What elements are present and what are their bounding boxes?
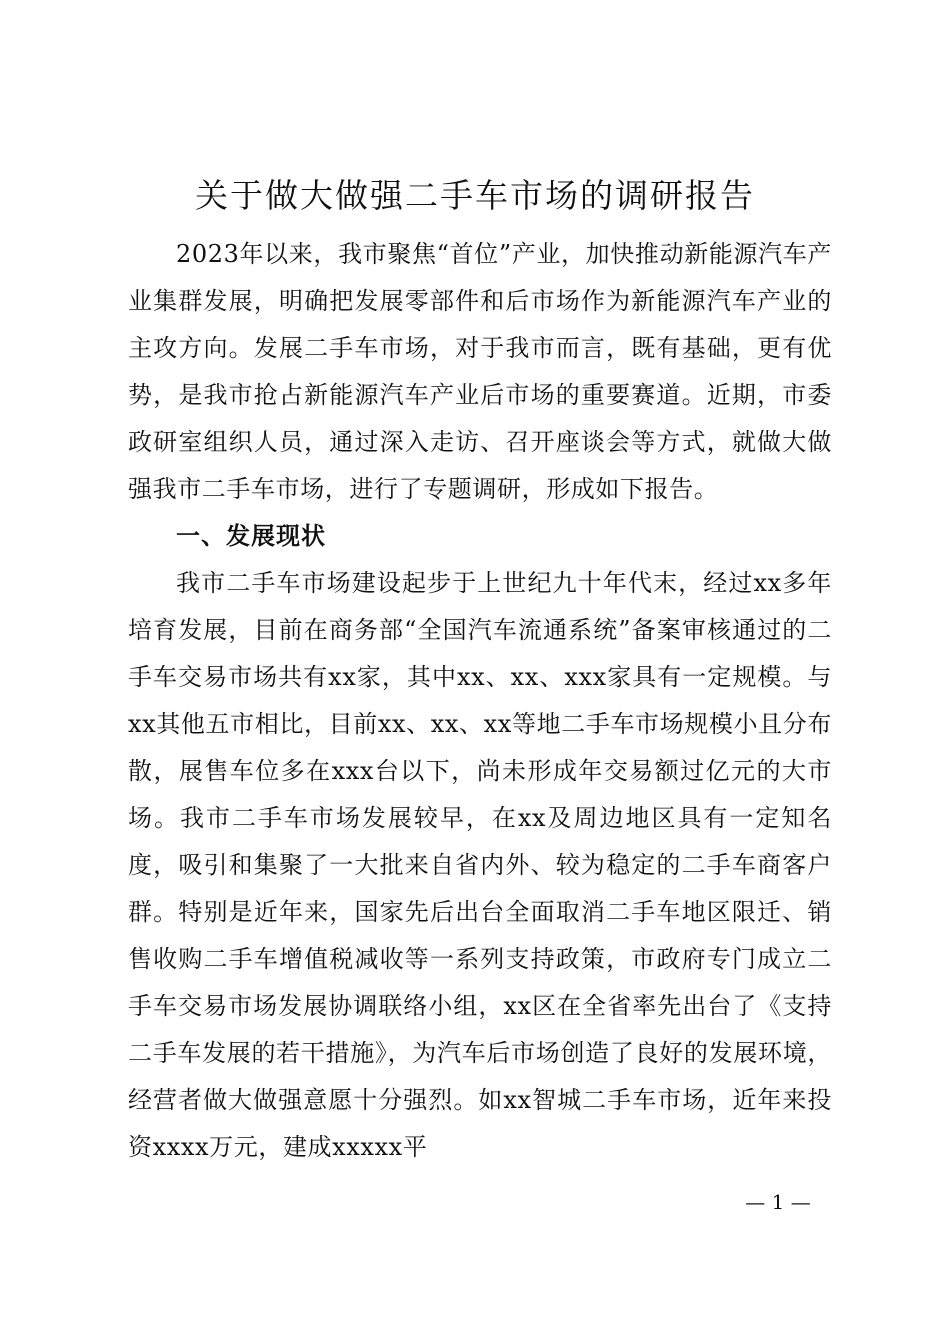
intro-paragraph: 2023年以来，我市聚焦“首位”产业，加快推动新能源汽车产业集群发展，明确把发展零部件和后市场作为新能源汽车产业的主攻方向。发展二手车市场，对于我市而言，既有基础，更有优势，是我市抢占新能源汽车产业后市场的重要赛道。近期，市委政研室组织人员，通过深入走访、召开座谈会等方式，就做大做强我市二手车市场，进行了专题调研，形成如下报告。 [128,240,832,503]
document-title: 关于做大做强二手车市场的调研报告 [195,176,755,215]
section-paragraph: 我市二手车市场建设起步于上世纪九十年代末，经过xx多年培育发展，目前在商务部“全国汽车流通系统”备案审核通过的二手车交易市场共有xx家，其中xx、xx、xxx家具有一定规模。与xx其他五市相比，目前xx、xx、xx等地二手车市场规模小且分布散，展售车位多在xxx台以下，尚未形成年交易额过亿元的大市场。我市二手车市场发展较早，在xx及周边地区具有一定知名度，吸引和集聚了一大批来自省内外、较为稳定的二手车商客户群。特别是近年来，国家先后出台全面取消二手车地区限迁、销售收购二手车增值税减收等一系列支持政策，市政府专门成立二手车交易市场发展协调联络小组，xx区在全省率先出台了《支持二手车发展的若干措施》，为汽车后市场创造了良好的发展环境，经营者做大做强意愿十分强烈。如xx智城二手车市场，近年来投资xxxx万元，建成xxxxx平 [128,569,832,1161]
section-heading: 一、发展现状 [176,522,326,550]
document-body [128,231,832,1171]
page-number: — 1 — [745,1190,811,1214]
